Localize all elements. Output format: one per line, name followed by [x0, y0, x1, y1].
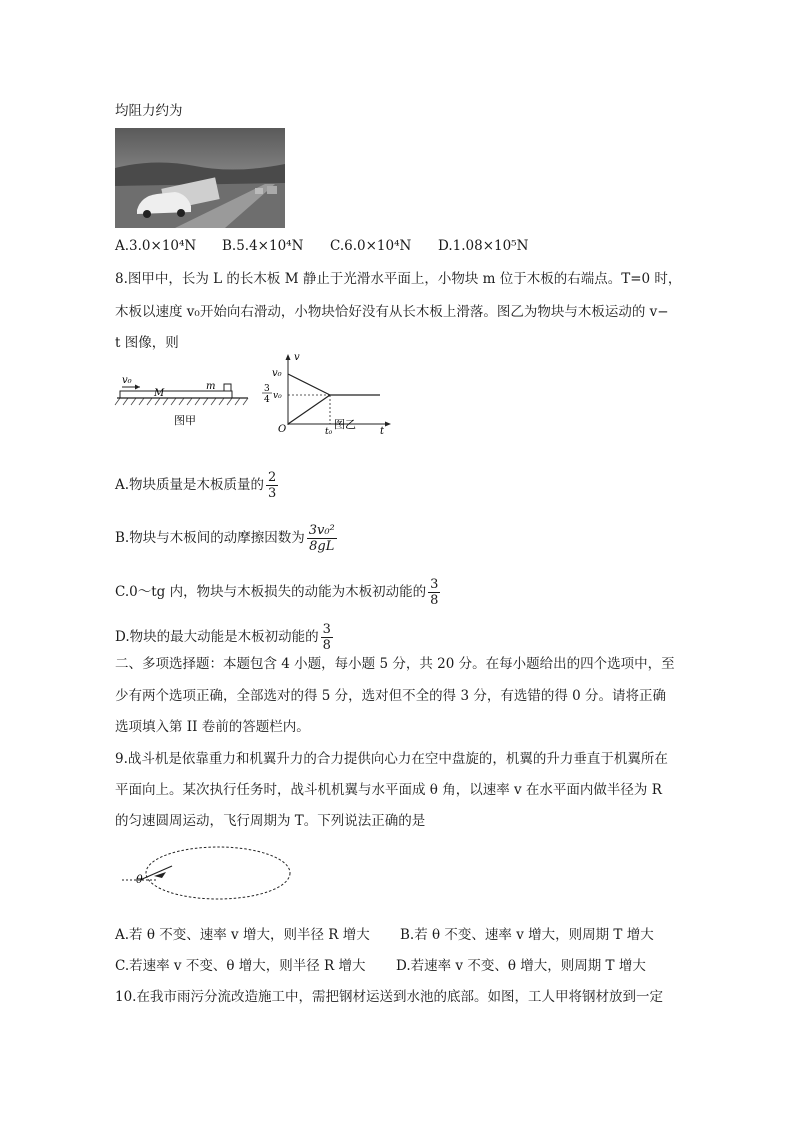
q9-option-b[interactable]: B.若 θ 不变、速率 v 增大，则周期 T 增大: [400, 927, 654, 943]
label-frac-v0: v₀: [273, 391, 282, 401]
q9-stem-line-3: 的匀速圆周运动，飞行周期为 T。下列说法正确的是: [115, 813, 426, 829]
q8-option-d[interactable]: [115, 622, 333, 653]
q8-option-a-text: A.物块质量是木板质量的: [115, 477, 265, 493]
q7-option-b[interactable]: B.5.4×10⁴N: [222, 238, 304, 254]
q8-option-b-text: B.物块与木板间的动摩擦因数为: [115, 530, 305, 546]
label-v0: v₀: [122, 375, 132, 386]
q7-stem-tail: 均阻力约为: [115, 103, 183, 119]
q8-option-c[interactable]: [115, 577, 440, 608]
section-2-line-2: 少有两个选项正确，全部选对的得 5 分，选对但不全的得 3 分，有选错的得 0 分。请将正确: [115, 688, 667, 704]
car-crash-photo: [115, 128, 285, 228]
q8-figures: [112, 350, 392, 437]
label-v0-axis: v₀: [272, 368, 282, 379]
label-frac-num: 3: [264, 384, 270, 394]
q9-circle-figure: [118, 842, 298, 902]
label-M: M: [154, 388, 165, 399]
label-v-axis: v: [294, 352, 300, 363]
section-2-line-3: 选项填入第 II 卷前的答题栏内。: [115, 719, 310, 735]
caption-jia: 图甲: [174, 414, 196, 427]
q7-option-d[interactable]: D.1.08×10⁵N: [438, 238, 529, 254]
label-t-axis: t: [380, 426, 385, 437]
q9-stem-line-1: 9.战斗机是依靠重力和机翼升力的合力提供向心力在空中盘旋的，机翼的升力垂直于机翼所在: [115, 751, 668, 767]
caption-yi: 图乙: [334, 418, 356, 431]
label-t0: t₀: [325, 427, 333, 437]
q8-option-a-fraction: $\frac{2}{3}$: [268, 470, 277, 501]
q8-option-d-text: D.物块的最大动能是木板初动能的: [115, 629, 319, 645]
q7-option-c[interactable]: C.6.0×10⁴N: [330, 238, 412, 254]
q9-option-a[interactable]: A.若 θ 不变、速率 v 增大，则半径 R 增大: [115, 927, 370, 943]
q10-stem-line-1: 10.在我市雨污分流改造施工中，需把钢材运送到水池的底部。如图，工人甲将钢材放到一定: [115, 989, 663, 1005]
label-theta: θ: [136, 873, 143, 886]
q8-option-d-fraction: $\frac{3}{8}$: [322, 622, 331, 653]
label-m: m: [206, 381, 216, 392]
label-frac-den: 4: [264, 395, 270, 405]
q8-option-c-text: C.0～tg 内，物块与木板损失的动能为木板初动能的: [115, 584, 427, 600]
q8-option-b[interactable]: [115, 523, 337, 554]
q9-option-c[interactable]: C.若速率 v 不变、θ 增大，则半径 R 增大: [115, 958, 366, 974]
q8-stem-line-3: t 图像，则: [115, 335, 179, 351]
q8-stem-line-2: 木板以速度 v₀开始向右滑动，小物块恰好没有从长木板上滑落。图乙为物块与木板运动的 v−: [115, 304, 669, 320]
figure-board-block: [115, 375, 248, 427]
section-2-line-1: 二、多项选择题：本题包含 4 小题，每小题 5 分，共 20 分。在每小题给出的四个选项中，至: [115, 656, 675, 672]
q8-option-a[interactable]: [115, 470, 278, 501]
flight-path-circle: [146, 847, 290, 899]
q8-option-b-fraction: $\frac{\text{3v₀²}}{8gL}$: [308, 523, 335, 554]
q8-stem-line-1: 8.图甲中，长为 L 的长木板 M 静止于光滑水平面上，小物块 m 位于木板的右端点。T=0 时，: [115, 271, 682, 287]
q9-option-d[interactable]: D.若速率 v 不变、θ 增大，则周期 T 增大: [396, 958, 646, 974]
label-origin: O: [278, 424, 287, 435]
q8-option-c-fraction: $\frac{3}{8}$: [430, 577, 439, 608]
figure-vt-graph: [262, 352, 391, 437]
q9-stem-line-2: 平面向上。某次执行任务时，战斗机机翼与水平面成 θ 角，以速率 v 在水平面内做半径为 R: [115, 782, 662, 798]
q7-option-a[interactable]: A.3.0×10⁴N: [115, 238, 197, 254]
